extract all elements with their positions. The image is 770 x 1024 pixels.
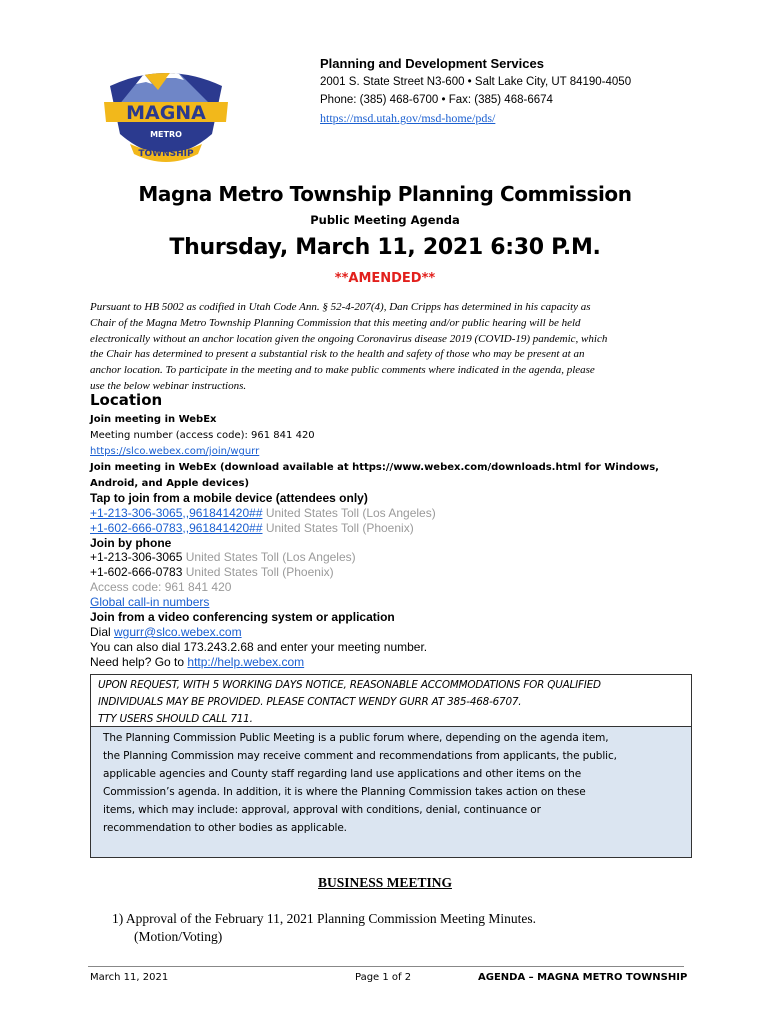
phone-join-heading: Join by phone [90,536,172,550]
public-forum-text [103,729,687,837]
webex-join-link[interactable]: https://slco.webex.com/join/wgurr [90,446,260,457]
global-callin-link[interactable]: Global call-in numbers [90,595,210,609]
meeting-date: Thursday, March 11, 2021 6:30 P.M. [169,235,601,260]
pc-line: The Planning Commission Public Meeting is a public forum where, depending on the agenda item, [103,732,609,744]
phone-phoenix-label: United States Toll (Phoenix) [182,565,334,579]
logo-sub-text-1: METRO [150,130,182,139]
join-webex-label: Join meeting in WebEx [90,414,217,425]
phone-number-row [90,550,356,564]
page-title: Magna Metro Township Planning Commission [138,182,632,206]
notice-line: TTY USERS SHOULD CALL 711. [98,713,253,725]
webex-download-line1: Join meeting in WebEx (download available at https://www.webex.com/downloads.html for Windows, [90,462,659,473]
mobile-phoenix-link[interactable]: +1-602-666-0783,,961841420## [90,521,263,535]
pc-line: recommendation to other bodies as applicable. [103,822,347,834]
magna-metro-township-logo [100,56,232,174]
webex-download-line2: Android, and Apple devices) [90,478,250,489]
org-phone: Phone: (385) 468-6700 • Fax: (385) 468-6674 [320,94,553,106]
dial-prefix: Dial [90,625,115,639]
pc-line: items, which may include: approval, approval with conditions, denial, continuance or [103,804,541,816]
phone-phoenix-number: +1-602-666-0783 [90,565,183,579]
notice-box [90,674,692,858]
amended-label: **AMENDED** [334,271,436,286]
footer-date: March 11, 2021 [90,972,169,983]
pc-line: the Planning Commission may receive comment and recommendations from applicants, the public, [103,750,617,762]
footer-page-number: Page 1 of 2 [355,972,412,983]
intro-line: anchor location. To participate in the meeting and to make public comments where indicated in the agenda, please [90,364,595,377]
agenda-item-1 [112,910,536,946]
mobile-number-row [90,506,436,520]
phone-number-row [90,565,334,579]
logo-sub-text-2: TOWNSHIP [138,149,194,159]
intro-line: the Chair has determined to present a substantial risk to the health and safety of those who may be present at an [90,348,585,361]
intro-paragraph [90,300,682,395]
mobile-number-row [90,521,414,535]
mobile-la-link[interactable]: +1-213-306-3065,,961841420## [90,506,263,520]
location-heading: Location [90,391,163,409]
intro-line: use the below webinar instructions. [90,379,247,392]
accommodations-text [98,677,601,728]
help-prefix: Need help? Go to [90,655,188,669]
phone-la-label: United States Toll (Los Angeles) [182,550,356,564]
page-subtitle: Public Meeting Agenda [310,213,460,227]
org-url-link[interactable]: https://msd.utah.gov/msd-home/pds/ [320,111,496,125]
notice-line: UPON REQUEST, WITH 5 WORKING DAYS NOTICE, REASONABLE ACCOMMODATIONS FOR QUALIFIED [98,679,601,691]
intro-line: electronically without an anchor location given the ongoing Coronavirus disease 2019 (COVID-19) pandemic, which [90,332,608,345]
agenda-item-1-action: (Motion/Voting) [134,929,223,944]
intro-line: Pursuant to HB 5002 as codified in Utah Code Ann. § 52-4-207(4), Dan Cripps has determined in his capacity as [90,301,591,313]
meeting-number: Meeting number (access code): 961 841 420 [90,430,315,441]
pc-line: Commission’s agenda. In addition, it is where the Planning Commission takes action on these [103,786,586,798]
agenda-item-1-text: 1) Approval of the February 11, 2021 Planning Commission Meeting Minutes. [112,911,536,926]
business-meeting-heading: BUSINESS MEETING [318,875,452,890]
org-name: Planning and Development Services [320,56,544,71]
footer-divider [88,966,684,967]
dial-row [90,625,242,639]
pc-line: applicable agencies and County staff regarding land use applications and other items on the [103,768,582,780]
intro-line: Chair of the Magna Metro Township Planning Commission that this meeting and/or public hearing will be held [90,316,581,329]
access-code: Access code: 961 841 420 [90,580,232,594]
phone-la-number: +1-213-306-3065 [90,550,183,564]
accommodations-notice [91,675,691,727]
mobile-join-heading: Tap to join from a mobile device (attendees only) [90,491,368,505]
org-address: 2001 S. State Street N3-600 • Salt Lake City, UT 84190-4050 [320,76,632,88]
logo-main-text: MAGNA [126,102,206,124]
footer-agenda-label: AGENDA – MAGNA METRO TOWNSHIP [478,972,688,983]
also-dial-text: You can also dial 173.243.2.68 and enter your meeting number. [90,640,428,654]
mobile-phoenix-label: United States Toll (Phoenix) [262,521,414,535]
help-row [90,655,304,669]
dial-email-link[interactable]: wgurr@slco.webex.com [114,625,242,639]
video-join-heading: Join from a video conferencing system or application [90,610,395,624]
help-link[interactable]: http://help.webex.com [187,655,305,669]
notice-line: INDIVIDUALS MAY BE PROVIDED. PLEASE CONTACT WENDY GURR AT 385-468-6707. [98,696,522,708]
mobile-la-label: United States Toll (Los Angeles) [262,506,436,520]
